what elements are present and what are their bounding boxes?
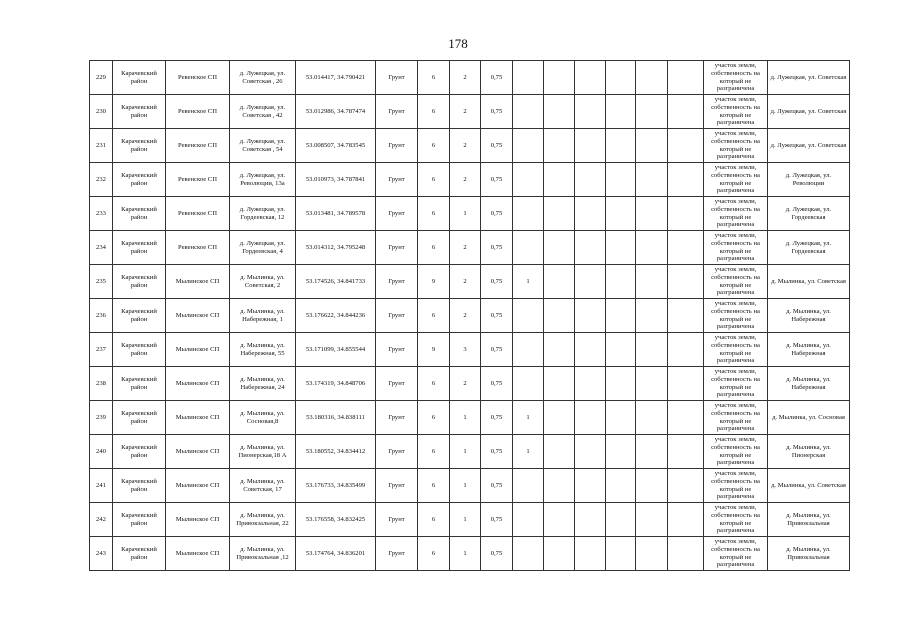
empty-cell [606, 163, 636, 197]
table-row [90, 333, 850, 367]
empty-cell [668, 95, 704, 129]
container-count-cell: 2 [450, 299, 481, 333]
empty-cell [575, 197, 606, 231]
surface-cell: Грунт [376, 299, 418, 333]
empty-cell [575, 537, 606, 571]
volume-cell: 0,75 [481, 367, 513, 401]
district-cell: Карачевский район [113, 469, 166, 503]
address-cell: д. Мылинка, ул. Набережная, 24 [230, 367, 296, 401]
table-row [90, 163, 850, 197]
table-row [90, 503, 850, 537]
empty-cell [544, 469, 575, 503]
empty-cell [575, 129, 606, 163]
empty-cell [668, 367, 704, 401]
empty-cell [668, 163, 704, 197]
empty-cell [668, 503, 704, 537]
surface-cell: Грунт [376, 265, 418, 299]
waste-source-cell: д. Мылинка, ул. Набережная [768, 367, 850, 401]
container-count-cell: 2 [450, 129, 481, 163]
empty-cell [575, 367, 606, 401]
container-count-cell: 2 [450, 367, 481, 401]
settlement-cell: Мылинское СП [166, 401, 230, 435]
empty-cell [606, 61, 636, 95]
empty-cell [606, 265, 636, 299]
district-cell: Карачевский район [113, 61, 166, 95]
waste-source-cell: д. Лужецкая, ул. Гордеевская [768, 197, 850, 231]
row-number: 235 [90, 265, 113, 299]
empty-cell [606, 503, 636, 537]
extra-count-cell [513, 333, 544, 367]
empty-cell [606, 367, 636, 401]
area-cell: 6 [418, 537, 450, 571]
coordinates-cell: 53.014417, 34.790421 [296, 61, 376, 95]
table-row [90, 231, 850, 265]
surface-cell: Грунт [376, 503, 418, 537]
settlement-cell: Ревенское СП [166, 197, 230, 231]
page-number: 178 [448, 36, 468, 51]
empty-cell [606, 537, 636, 571]
empty-cell [636, 435, 668, 469]
extra-count-cell [513, 197, 544, 231]
district-cell: Карачевский район [113, 231, 166, 265]
owner-cell: участок земли, собственность на который не разграничена [704, 435, 768, 469]
empty-cell [668, 197, 704, 231]
extra-count-cell [513, 231, 544, 265]
empty-cell [575, 265, 606, 299]
extra-count-cell [513, 129, 544, 163]
waste-source-cell: д. Мылинка, ул. Пионерская [768, 435, 850, 469]
empty-cell [544, 367, 575, 401]
empty-cell [636, 333, 668, 367]
container-count-cell: 1 [450, 469, 481, 503]
surface-cell: Грунт [376, 163, 418, 197]
district-cell: Карачевский район [113, 299, 166, 333]
empty-cell [544, 265, 575, 299]
waste-source-cell: д. Лужецкая, ул. Советская [768, 61, 850, 95]
table-row [90, 299, 850, 333]
settlement-cell: Ревенское СП [166, 163, 230, 197]
empty-cell [668, 61, 704, 95]
empty-cell [544, 401, 575, 435]
table-row [90, 265, 850, 299]
surface-cell: Грунт [376, 401, 418, 435]
district-cell: Карачевский район [113, 435, 166, 469]
settlement-cell: Мылинское СП [166, 469, 230, 503]
extra-count-cell: 1 [513, 265, 544, 299]
owner-cell: участок земли, собственность на который не разграничена [704, 503, 768, 537]
coordinates-cell: 53.174526, 34.841733 [296, 265, 376, 299]
empty-cell [606, 129, 636, 163]
area-cell: 6 [418, 129, 450, 163]
surface-cell: Грунт [376, 197, 418, 231]
surface-cell: Грунт [376, 95, 418, 129]
settlement-cell: Мылинское СП [166, 367, 230, 401]
volume-cell: 0,75 [481, 333, 513, 367]
container-count-cell: 3 [450, 333, 481, 367]
address-cell: д. Лужецкая, ул. Советская , 26 [230, 61, 296, 95]
owner-cell: участок земли, собственность на который не разграничена [704, 95, 768, 129]
row-number: 232 [90, 163, 113, 197]
volume-cell: 0,75 [481, 163, 513, 197]
table-row [90, 197, 850, 231]
owner-cell: участок земли, собственность на который не разграничена [704, 333, 768, 367]
area-cell: 6 [418, 503, 450, 537]
container-count-cell: 1 [450, 197, 481, 231]
extra-count-cell [513, 367, 544, 401]
empty-cell [544, 231, 575, 265]
waste-source-cell: д. Лужецкая, ул. Советская [768, 129, 850, 163]
surface-cell: Грунт [376, 435, 418, 469]
empty-cell [668, 129, 704, 163]
empty-cell [668, 265, 704, 299]
district-cell: Карачевский район [113, 265, 166, 299]
table-row [90, 435, 850, 469]
area-cell: 9 [418, 333, 450, 367]
waste-source-cell: д. Лужецкая, ул. Революции [768, 163, 850, 197]
coordinates-cell: 53.014312, 34.795248 [296, 231, 376, 265]
row-number: 233 [90, 197, 113, 231]
empty-cell [606, 95, 636, 129]
empty-cell [636, 469, 668, 503]
volume-cell: 0,75 [481, 537, 513, 571]
row-number: 239 [90, 401, 113, 435]
empty-cell [544, 163, 575, 197]
volume-cell: 0,75 [481, 265, 513, 299]
district-cell: Карачевский район [113, 333, 166, 367]
empty-cell [544, 61, 575, 95]
coordinates-cell: 53.012986, 34.787474 [296, 95, 376, 129]
empty-cell [575, 469, 606, 503]
address-cell: д. Лужецкая, ул. Советская , 54 [230, 129, 296, 163]
empty-cell [668, 299, 704, 333]
settlement-cell: Мылинское СП [166, 299, 230, 333]
empty-cell [668, 401, 704, 435]
district-cell: Карачевский район [113, 503, 166, 537]
waste-source-cell: д. Мылинка, ул. Привокзальная [768, 503, 850, 537]
empty-cell [575, 401, 606, 435]
container-count-cell: 2 [450, 265, 481, 299]
waste-source-cell: д. Мылинка, ул. Сосновая [768, 401, 850, 435]
owner-cell: участок земли, собственность на который не разграничена [704, 163, 768, 197]
empty-cell [636, 95, 668, 129]
empty-cell [668, 231, 704, 265]
settlement-cell: Мылинское СП [166, 435, 230, 469]
area-cell: 6 [418, 299, 450, 333]
address-cell: д. Мылинка, ул. Привокзальная, 22 [230, 503, 296, 537]
district-cell: Карачевский район [113, 197, 166, 231]
volume-cell: 0,75 [481, 197, 513, 231]
volume-cell: 0,75 [481, 401, 513, 435]
empty-cell [636, 367, 668, 401]
coordinates-cell: 53.171099, 34.855544 [296, 333, 376, 367]
area-cell: 6 [418, 367, 450, 401]
surface-cell: Грунт [376, 129, 418, 163]
empty-cell [544, 129, 575, 163]
row-number: 236 [90, 299, 113, 333]
extra-count-cell [513, 61, 544, 95]
table-row [90, 95, 850, 129]
area-cell: 6 [418, 469, 450, 503]
table-row [90, 367, 850, 401]
extra-count-cell [513, 503, 544, 537]
coordinates-cell: 53.010973, 34.787841 [296, 163, 376, 197]
address-cell: д. Мылинка, ул. Советская, 17 [230, 469, 296, 503]
extra-count-cell [513, 299, 544, 333]
settlement-cell: Мылинское СП [166, 503, 230, 537]
owner-cell: участок земли, собственность на который не разграничена [704, 299, 768, 333]
empty-cell [544, 333, 575, 367]
empty-cell [636, 401, 668, 435]
address-cell: д. Лужецкая, ул. Революции, 13а [230, 163, 296, 197]
coordinates-cell: 53.174764, 34.836201 [296, 537, 376, 571]
waste-source-cell: д. Мылинка, ул. Советская [768, 469, 850, 503]
empty-cell [636, 537, 668, 571]
waste-source-cell: д. Мылинка, ул. Набережная [768, 299, 850, 333]
empty-cell [636, 163, 668, 197]
empty-cell [606, 401, 636, 435]
area-cell: 6 [418, 435, 450, 469]
surface-cell: Грунт [376, 61, 418, 95]
empty-cell [636, 265, 668, 299]
extra-count-cell: 1 [513, 435, 544, 469]
empty-cell [668, 537, 704, 571]
surface-cell: Грунт [376, 367, 418, 401]
empty-cell [636, 197, 668, 231]
empty-cell [668, 469, 704, 503]
extra-count-cell [513, 163, 544, 197]
coordinates-cell: 53.180316, 34.838111 [296, 401, 376, 435]
waste-source-cell: д. Лужецкая, ул. Советская [768, 95, 850, 129]
address-cell: д. Мылинка, ул. Привокзальная ,12 [230, 537, 296, 571]
registry-body [90, 61, 850, 571]
table-row [90, 469, 850, 503]
container-count-cell: 1 [450, 401, 481, 435]
surface-cell: Грунт [376, 537, 418, 571]
empty-cell [606, 469, 636, 503]
waste-source-cell: д. Мылинка, ул. Советская [768, 265, 850, 299]
address-cell: д. Лужецкая, ул. Гордеевская, 4 [230, 231, 296, 265]
area-cell: 9 [418, 265, 450, 299]
area-cell: 6 [418, 231, 450, 265]
address-cell: д. Мылинка, ул. Набережная, 55 [230, 333, 296, 367]
volume-cell: 0,75 [481, 435, 513, 469]
owner-cell: участок земли, собственность на который не разграничена [704, 197, 768, 231]
district-cell: Карачевский район [113, 95, 166, 129]
empty-cell [575, 503, 606, 537]
address-cell: д. Мылинка, ул. Советская, 2 [230, 265, 296, 299]
empty-cell [636, 299, 668, 333]
surface-cell: Грунт [376, 469, 418, 503]
coordinates-cell: 53.013481, 34.789578 [296, 197, 376, 231]
address-cell: д. Мылинка, ул. Пионерская,18 А [230, 435, 296, 469]
container-count-cell: 2 [450, 61, 481, 95]
extra-count-cell: 1 [513, 401, 544, 435]
empty-cell [575, 299, 606, 333]
row-number: 230 [90, 95, 113, 129]
owner-cell: участок земли, собственность на который не разграничена [704, 231, 768, 265]
owner-cell: участок земли, собственность на который не разграничена [704, 265, 768, 299]
extra-count-cell [513, 537, 544, 571]
settlement-cell: Мылинское СП [166, 537, 230, 571]
address-cell: д. Мылинка, ул. Набережная, 1 [230, 299, 296, 333]
waste-source-cell: д. Лужецкая, ул. Гордеевская [768, 231, 850, 265]
empty-cell [575, 435, 606, 469]
area-cell: 6 [418, 61, 450, 95]
settlement-cell: Ревенское СП [166, 95, 230, 129]
extra-count-cell [513, 95, 544, 129]
empty-cell [575, 231, 606, 265]
volume-cell: 0,75 [481, 469, 513, 503]
waste-source-cell: д. Мылинка, ул. Набережная [768, 333, 850, 367]
waste-source-cell: д. Мылинка, ул. Привокзальная [768, 537, 850, 571]
empty-cell [544, 197, 575, 231]
coordinates-cell: 53.176558, 34.832425 [296, 503, 376, 537]
surface-cell: Грунт [376, 231, 418, 265]
district-cell: Карачевский район [113, 401, 166, 435]
container-count-cell: 2 [450, 231, 481, 265]
coordinates-cell: 53.008507, 34.783545 [296, 129, 376, 163]
row-number: 237 [90, 333, 113, 367]
row-number: 241 [90, 469, 113, 503]
container-count-cell: 1 [450, 503, 481, 537]
volume-cell: 0,75 [481, 95, 513, 129]
empty-cell [575, 95, 606, 129]
empty-cell [606, 231, 636, 265]
settlement-cell: Ревенское СП [166, 129, 230, 163]
coordinates-cell: 53.176733, 34.835499 [296, 469, 376, 503]
area-cell: 6 [418, 95, 450, 129]
container-count-cell: 2 [450, 95, 481, 129]
district-cell: Карачевский район [113, 129, 166, 163]
empty-cell [544, 435, 575, 469]
empty-cell [544, 95, 575, 129]
owner-cell: участок земли, собственность на который не разграничена [704, 367, 768, 401]
empty-cell [575, 163, 606, 197]
row-number: 229 [90, 61, 113, 95]
row-number: 231 [90, 129, 113, 163]
container-count-cell: 1 [450, 435, 481, 469]
table-row [90, 401, 850, 435]
volume-cell: 0,75 [481, 61, 513, 95]
address-cell: д. Лужецкая, ул. Гордеевская, 12 [230, 197, 296, 231]
row-number: 240 [90, 435, 113, 469]
address-cell: д. Мылинка, ул. Сосновая,8 [230, 401, 296, 435]
empty-cell [636, 231, 668, 265]
settlement-cell: Ревенское СП [166, 61, 230, 95]
container-count-cell: 1 [450, 537, 481, 571]
row-number: 243 [90, 537, 113, 571]
empty-cell [544, 537, 575, 571]
empty-cell [668, 435, 704, 469]
registry-table [89, 60, 850, 571]
owner-cell: участок земли, собственность на который не разграничена [704, 469, 768, 503]
owner-cell: участок земли, собственность на который не разграничена [704, 129, 768, 163]
area-cell: 6 [418, 197, 450, 231]
empty-cell [606, 435, 636, 469]
empty-cell [636, 503, 668, 537]
empty-cell [636, 129, 668, 163]
settlement-cell: Мылинское СП [166, 333, 230, 367]
owner-cell: участок земли, собственность на который не разграничена [704, 401, 768, 435]
district-cell: Карачевский район [113, 163, 166, 197]
coordinates-cell: 53.174319, 34.848706 [296, 367, 376, 401]
row-number: 242 [90, 503, 113, 537]
empty-cell [575, 333, 606, 367]
empty-cell [668, 333, 704, 367]
empty-cell [575, 61, 606, 95]
owner-cell: участок земли, собственность на который не разграничена [704, 61, 768, 95]
coordinates-cell: 53.180552, 34.834412 [296, 435, 376, 469]
district-cell: Карачевский район [113, 367, 166, 401]
area-cell: 6 [418, 401, 450, 435]
empty-cell [606, 299, 636, 333]
surface-cell: Грунт [376, 333, 418, 367]
empty-cell [636, 61, 668, 95]
volume-cell: 0,75 [481, 231, 513, 265]
empty-cell [544, 503, 575, 537]
table-row [90, 537, 850, 571]
settlement-cell: Мылинское СП [166, 265, 230, 299]
extra-count-cell [513, 469, 544, 503]
volume-cell: 0,75 [481, 129, 513, 163]
owner-cell: участок земли, собственность на который не разграничена [704, 537, 768, 571]
settlement-cell: Ревенское СП [166, 231, 230, 265]
district-cell: Карачевский район [113, 537, 166, 571]
table-row [90, 61, 850, 95]
row-number: 234 [90, 231, 113, 265]
address-cell: д. Лужецкая, ул. Советская , 42 [230, 95, 296, 129]
table-row [90, 129, 850, 163]
container-count-cell: 2 [450, 163, 481, 197]
volume-cell: 0,75 [481, 299, 513, 333]
coordinates-cell: 53.176622, 34.844236 [296, 299, 376, 333]
row-number: 238 [90, 367, 113, 401]
empty-cell [606, 333, 636, 367]
empty-cell [544, 299, 575, 333]
empty-cell [606, 197, 636, 231]
area-cell: 6 [418, 163, 450, 197]
volume-cell: 0,75 [481, 503, 513, 537]
